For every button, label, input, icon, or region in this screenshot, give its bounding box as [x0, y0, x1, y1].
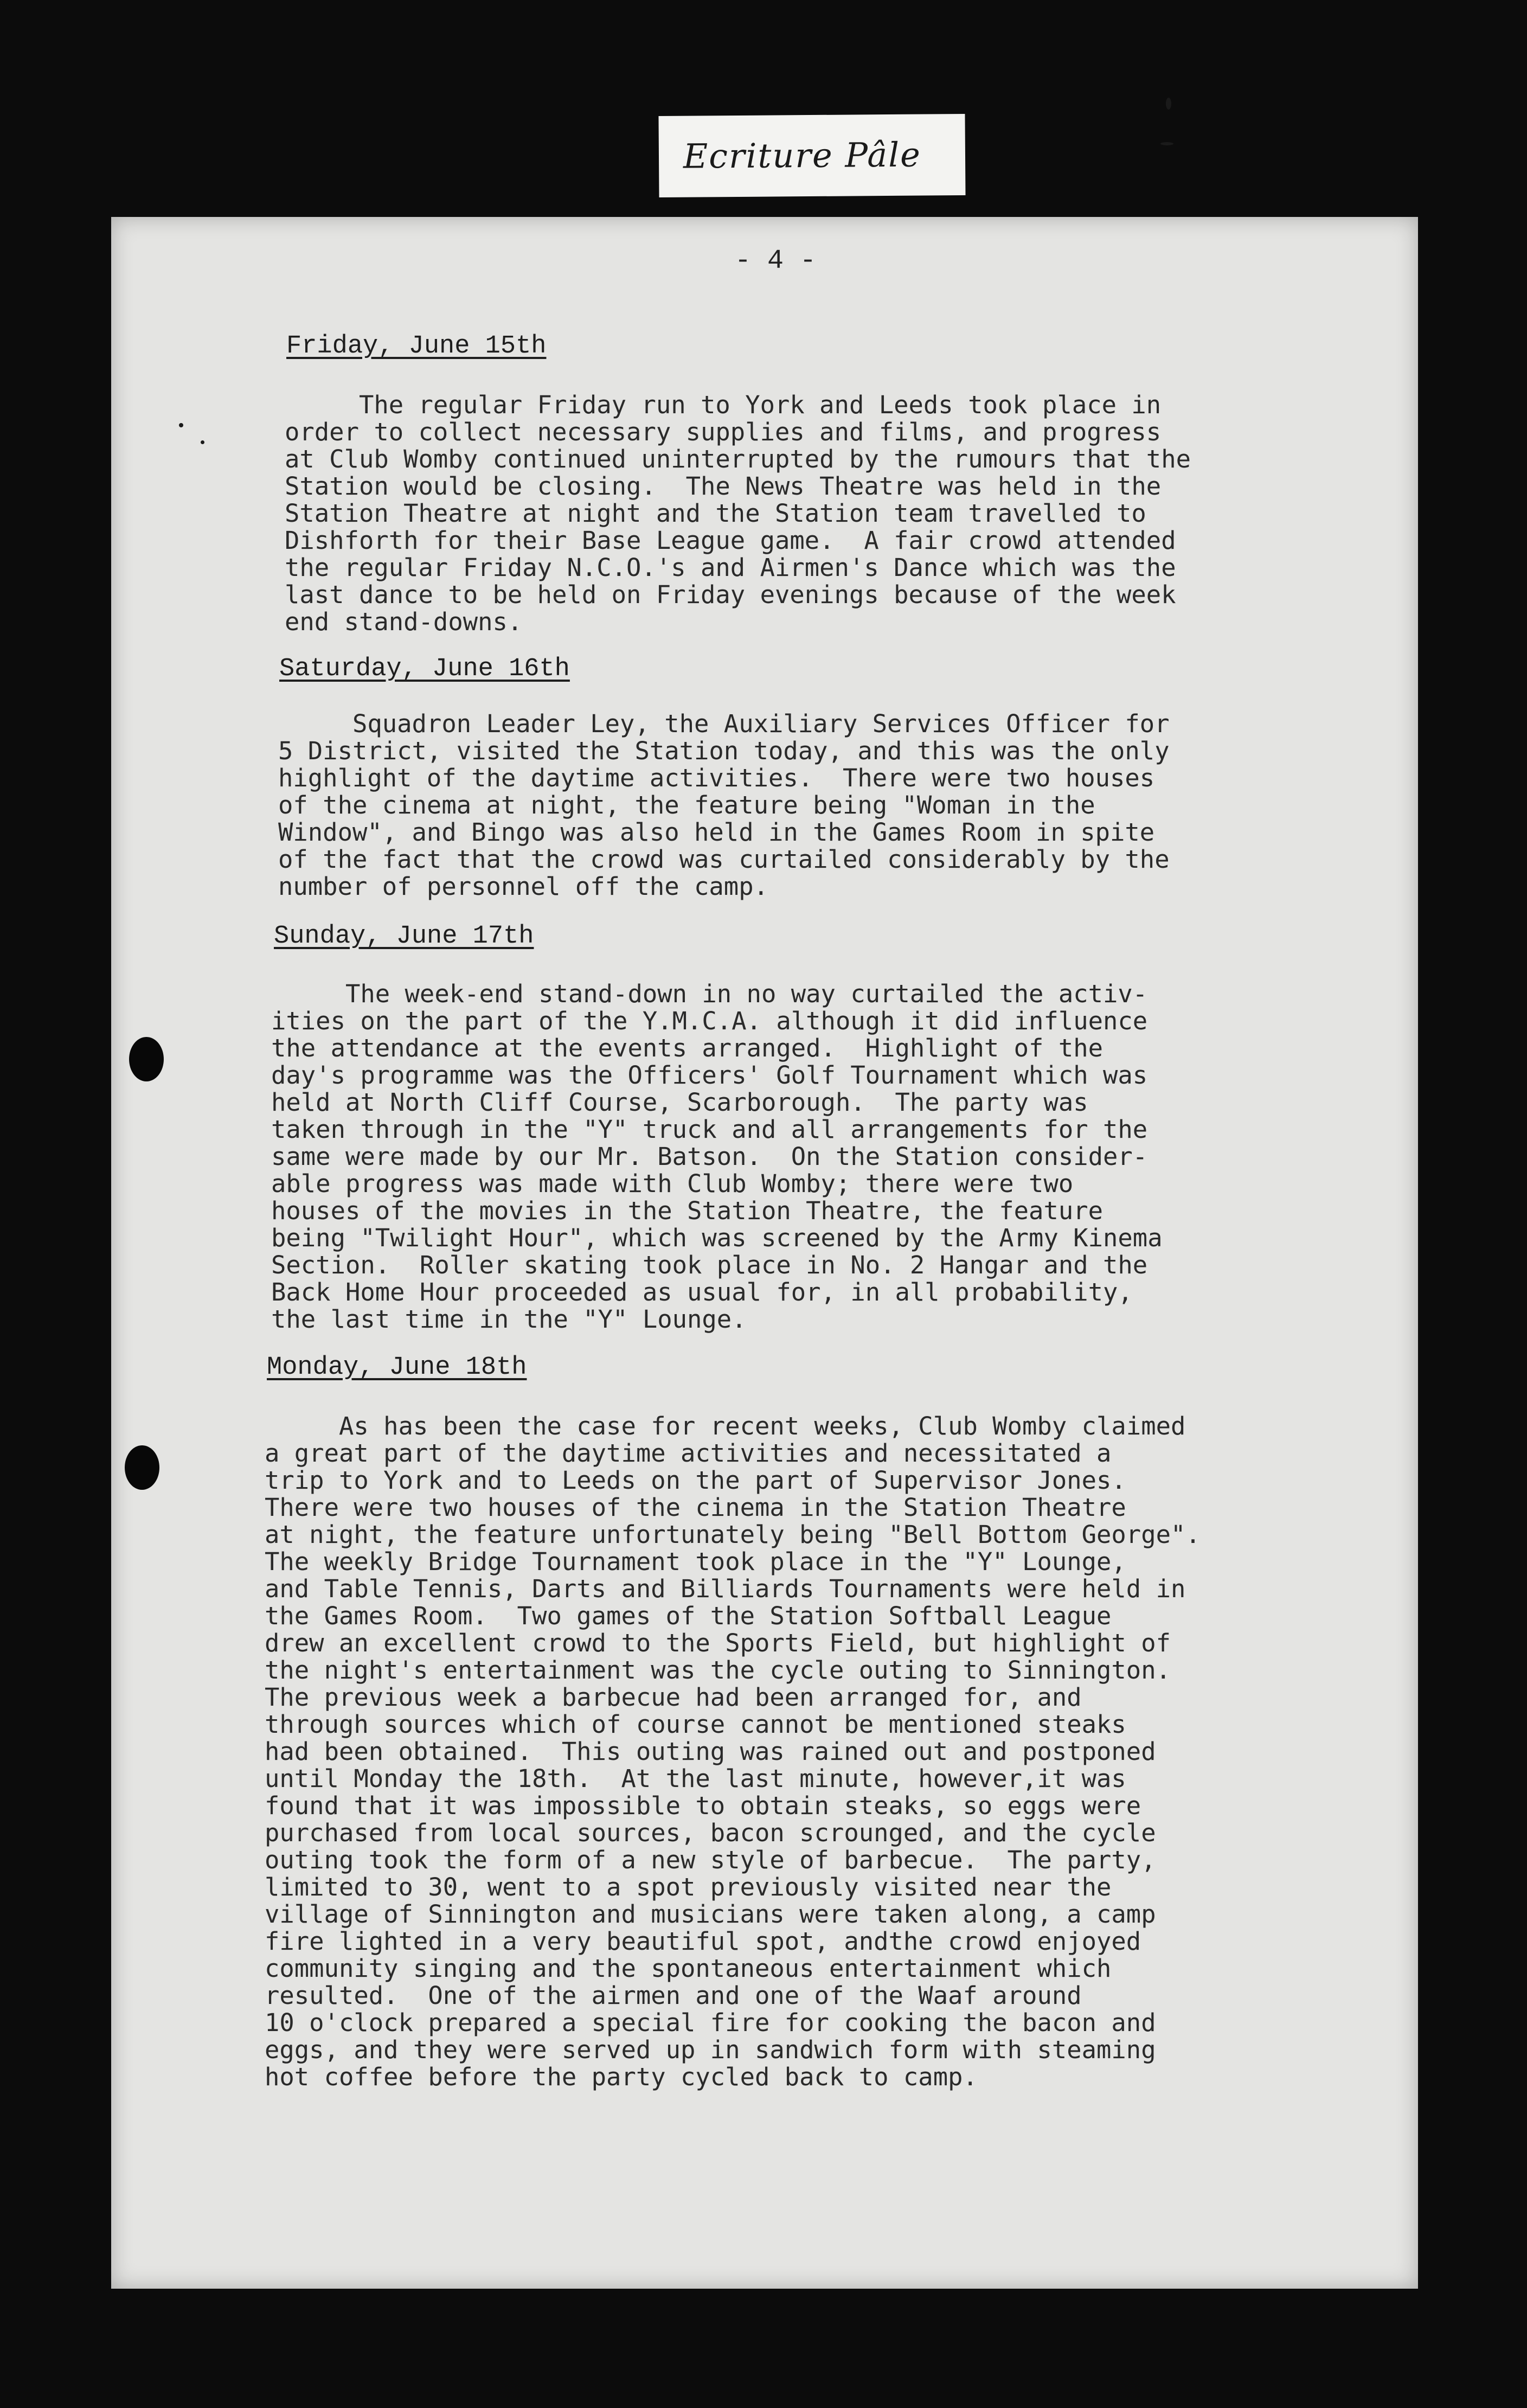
section-heading-monday: Monday, June 18th — [267, 1353, 527, 1382]
section-heading-saturday: Saturday, June 16th — [279, 655, 570, 683]
film-speck — [1166, 98, 1171, 110]
film-speck — [201, 440, 204, 444]
section-body-saturday: Squadron Leader Ley, the Auxiliary Services Officer for 5 District, visited the Station today, and this was the only highlight of the daytime activities. There were two houses of the cinema at night, the feature being "Woman in the Window", and Bingo was also held in the Games Room in spite of the fact that the crowd was curtailed considerably by the number of personnel off the camp. — [278, 709, 1170, 901]
section-body-sunday: The week-end stand-down in no way curtailed the activ- ities on the part of the Y.M.C.A. although it did influence the attendance at the events arranged. Highlight of the day's programme was the Officers' Golf Tournament which was held at North Cliff Course, Scarborough. The party was taken through in the "Y" truck and all arrangements for the same were made by our Mr. Batson. On the Station consider- able progress was made with Club Womby; there were two houses of the movies in the Station Theatre, the feature being "Twilight Hour", which was screened by the Army Kinema Section. Roller skating took place in No. 2 Hangar and the Back Home Hour proceeded as usual for, in all probability, the last time in the "Y" Lounge. — [271, 979, 1163, 1334]
film-speck — [179, 423, 183, 427]
section-heading-friday: Friday, June 15th — [286, 332, 547, 361]
section-heading-sunday: Sunday, June 17th — [274, 922, 534, 951]
page-number: - 4 - — [735, 246, 817, 277]
section-body-friday: The regular Friday run to York and Leeds took place in order to collect necessary supplies and films, and progress at Club Womby continued uninterrupted by the rumours that the Station would be closing. The News Theatre was held in the Station Theatre at night and the Station team travelled to Dishforth for their Base League game. A fair crowd attended the regular Friday N.C.O.'s and Airmen's Dance which was the last dance to be held on Friday evenings because of the week end stand-downs. — [285, 390, 1191, 636]
section-body-monday: As has been the case for recent weeks, Club Womby claimed a great part of the daytime activities and necessitated a trip to York and to Leeds on the part of Supervisor Jones. There were two houses of the cinema in the Station Theatre at night, the feature unfortunately being "Bell Bottom George". The weekly Bridge Tournament took place in the "Y" Lounge, and Table Tennis, Darts and Billiards Tournaments were held in the Games Room. Two games of the Station Softball League drew an excellent crowd to the Sports Field, but highlight of the night's entertainment was the cycle outing to Sinnington. The previous week a barbecue had been arranged for, and through sources which of course cannot be mentioned steaks had been obtained. This outing was rained out and postponed until Monday the 18th. At the last minute, however,it was found that it was impossible to obtain steaks, so eggs were purchased from local sources, bacon scrounged, and the cycle outing took the form of a new style of barbecue. The party, limited to 30, went to a spot previously visited near the village of Sinnington and musicians were taken along, a camp fire lighted in a very beautiful spot, andthe crowd enjoyed community singing and the spontaneous entertainment which resulted. One of the airmen and one of the Waaf around 10 o'clock prepared a special fire for cooking the bacon and eggs, and they were served up in sandwich form with steaming hot coffee before the party cycled back to camp. — [265, 1412, 1201, 2091]
archive-label — [658, 114, 965, 197]
film-speck — [1160, 142, 1173, 145]
archive-label-text: Ecriture Pâle — [683, 135, 921, 176]
punch-hole-upper — [129, 1037, 164, 1081]
punch-hole-lower — [125, 1445, 159, 1490]
